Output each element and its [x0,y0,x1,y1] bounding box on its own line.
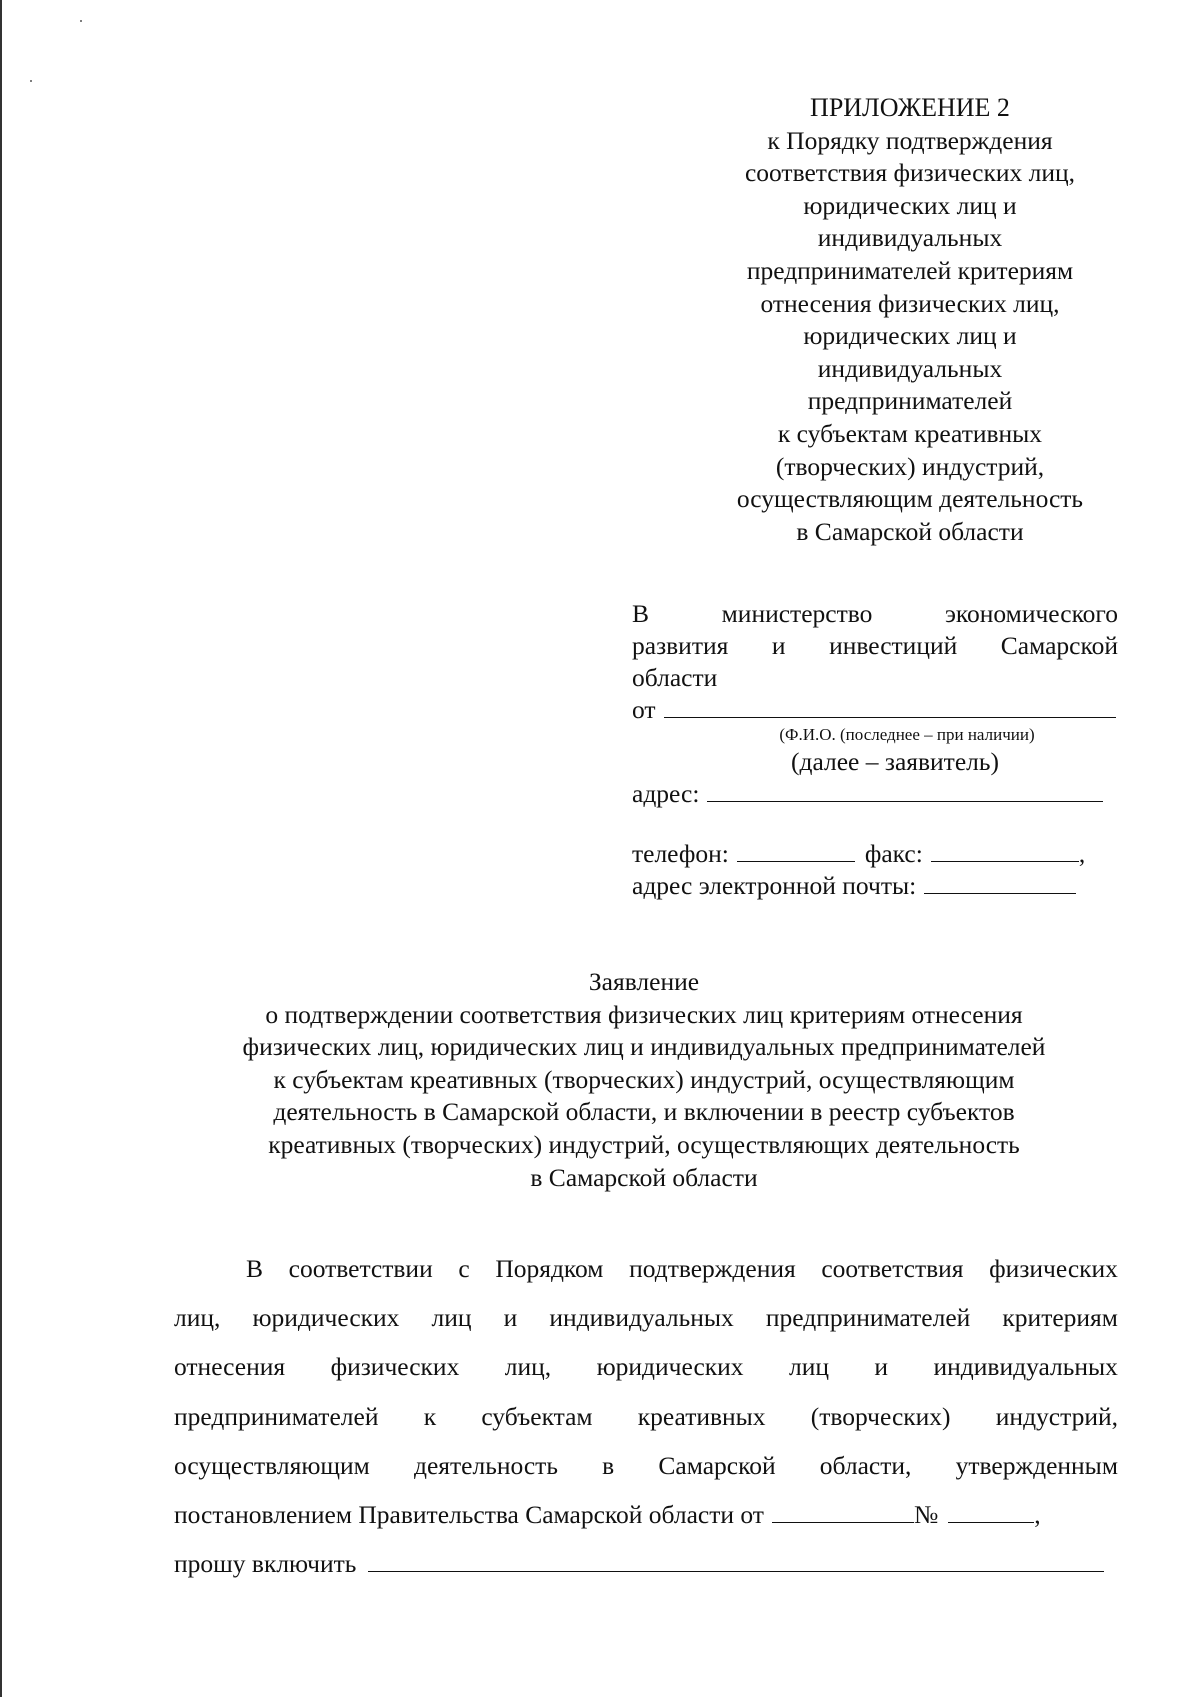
body-line-resolution [174,1490,1118,1539]
phone-label: телефон: [632,839,729,868]
fio-caption: (Ф.И.О. (последнее – при наличии) [779,725,1035,744]
word: критериям [1002,1303,1118,1333]
fax-field[interactable] [931,839,1079,862]
word: соответствия [821,1254,964,1283]
word: министерство [721,599,873,628]
appendix-line: индивидуальных [817,353,1003,383]
appendix-line: к Порядку подтверждения [767,125,1053,155]
word: к [423,1401,437,1431]
appendix-line: к субъектам креативных [777,418,1043,448]
email-field[interactable] [924,871,1076,894]
word: индивидуальных [549,1303,734,1333]
body-line [174,1342,1118,1391]
scan-speck [30,80,32,82]
word: В [246,1254,264,1283]
appendix-line: (творческих) индустрий, [775,451,1045,481]
appendix-line: отнесения физических лиц, [760,288,1060,318]
statement-heading [150,966,1138,1194]
appendix-line: юридических лиц и [803,190,1017,220]
statement-line: физических лиц, юридических лиц и индивидуальных предпринимателей [242,1032,1046,1062]
word: субъектам [481,1401,593,1431]
word: лиц [788,1352,829,1382]
word: деятельность [414,1450,558,1480]
body-line [174,1293,1118,1342]
word: подтверждения [629,1254,796,1283]
body-line [174,1441,1118,1490]
word: утвержденным [955,1450,1118,1480]
fax-label: факс: [864,839,923,868]
word: лиц [431,1303,472,1333]
appendix-line: индивидуальных [817,223,1003,253]
appendix-line: юридических лиц и [803,321,1017,351]
body-paragraph [174,1244,1118,1588]
word: инвестиций [829,631,958,660]
word: и [874,1352,889,1382]
email-row [632,870,1118,902]
body-line-request [174,1539,1118,1588]
word: экономического [944,599,1118,628]
word: физических [330,1352,460,1382]
word: лиц, [504,1352,552,1382]
word: (творческих) [810,1401,951,1431]
scan-speck [80,20,82,22]
word: лиц, [174,1303,221,1333]
statement-line: креативных (творческих) индустрий, осуществляющих деятельность [268,1129,1020,1159]
address-label: адрес: [632,779,700,808]
statement-line: в Самарской области [530,1162,758,1192]
from-row [632,694,1118,726]
appendix-line: соответствия физических лиц, [744,158,1076,188]
appendix-title: ПРИЛОЖЕНИЕ 2 [810,93,1010,122]
resolution-text: постановлением Правительства Самарской области от [174,1499,764,1529]
page-left-edge [0,0,2,1697]
comma: , [1034,1499,1041,1529]
phone-fax-row [632,838,1118,870]
statement-title: Заявление [588,967,700,996]
statement-line: о подтверждении соответствия физических лиц критериям отнесения [265,999,1023,1029]
word: Самарской [1000,631,1118,660]
email-label: адрес электронной почты: [632,871,917,900]
word: юридических [252,1303,400,1333]
appendix-line: в Самарской области [796,516,1024,546]
statement-line: к субъектам креативных (творческих) индустрий, осуществляющим [273,1064,1015,1094]
word: креативных [637,1401,766,1431]
word: индустрий, [995,1401,1118,1431]
statement-line: деятельность в Самарской области, и включении в реестр субъектов [273,1097,1015,1127]
word: В [632,599,650,628]
address-field[interactable] [707,779,1103,802]
word: соответствии [288,1254,433,1283]
phone-field[interactable] [737,839,855,862]
addressee-line [632,630,1118,662]
word: развития [632,631,729,660]
word: предпринимателей [765,1303,971,1333]
appendix-line: предпринимателей критериям [746,255,1074,285]
appendix-line: предпринимателей [807,386,1013,416]
word: предпринимателей [174,1401,379,1431]
appendix-line: осуществляющим деятельность [736,484,1084,514]
from-label: от [632,695,656,724]
word: и [771,631,786,660]
word: юридических [596,1352,744,1382]
word: и [503,1303,518,1333]
word: с [458,1254,470,1283]
word: области, [819,1450,912,1480]
word: осуществляющим [174,1450,370,1480]
addressee-line: области [632,663,718,692]
address-row [632,778,1118,810]
word: Самарской [658,1450,776,1480]
resolution-number-field[interactable] [948,1500,1034,1523]
word: в [602,1450,615,1480]
word: Порядком [495,1254,604,1283]
word: физических [989,1254,1118,1283]
addressee-block [632,598,1118,902]
appendix-header [690,92,1130,548]
word: индивидуальных [933,1352,1118,1382]
fio-field[interactable] [664,695,1116,718]
spacer [632,810,1118,838]
applicant-note: (далее – заявитель) [791,747,999,776]
request-text: прошу включить [174,1549,357,1579]
comma: , [1078,839,1086,868]
body-line [174,1244,1118,1293]
body-line [174,1392,1118,1441]
request-field[interactable] [368,1549,1104,1572]
number-sign: № [913,1499,939,1529]
word: отнесения [174,1352,286,1382]
resolution-date-field[interactable] [772,1500,914,1523]
addressee-line [632,598,1118,630]
